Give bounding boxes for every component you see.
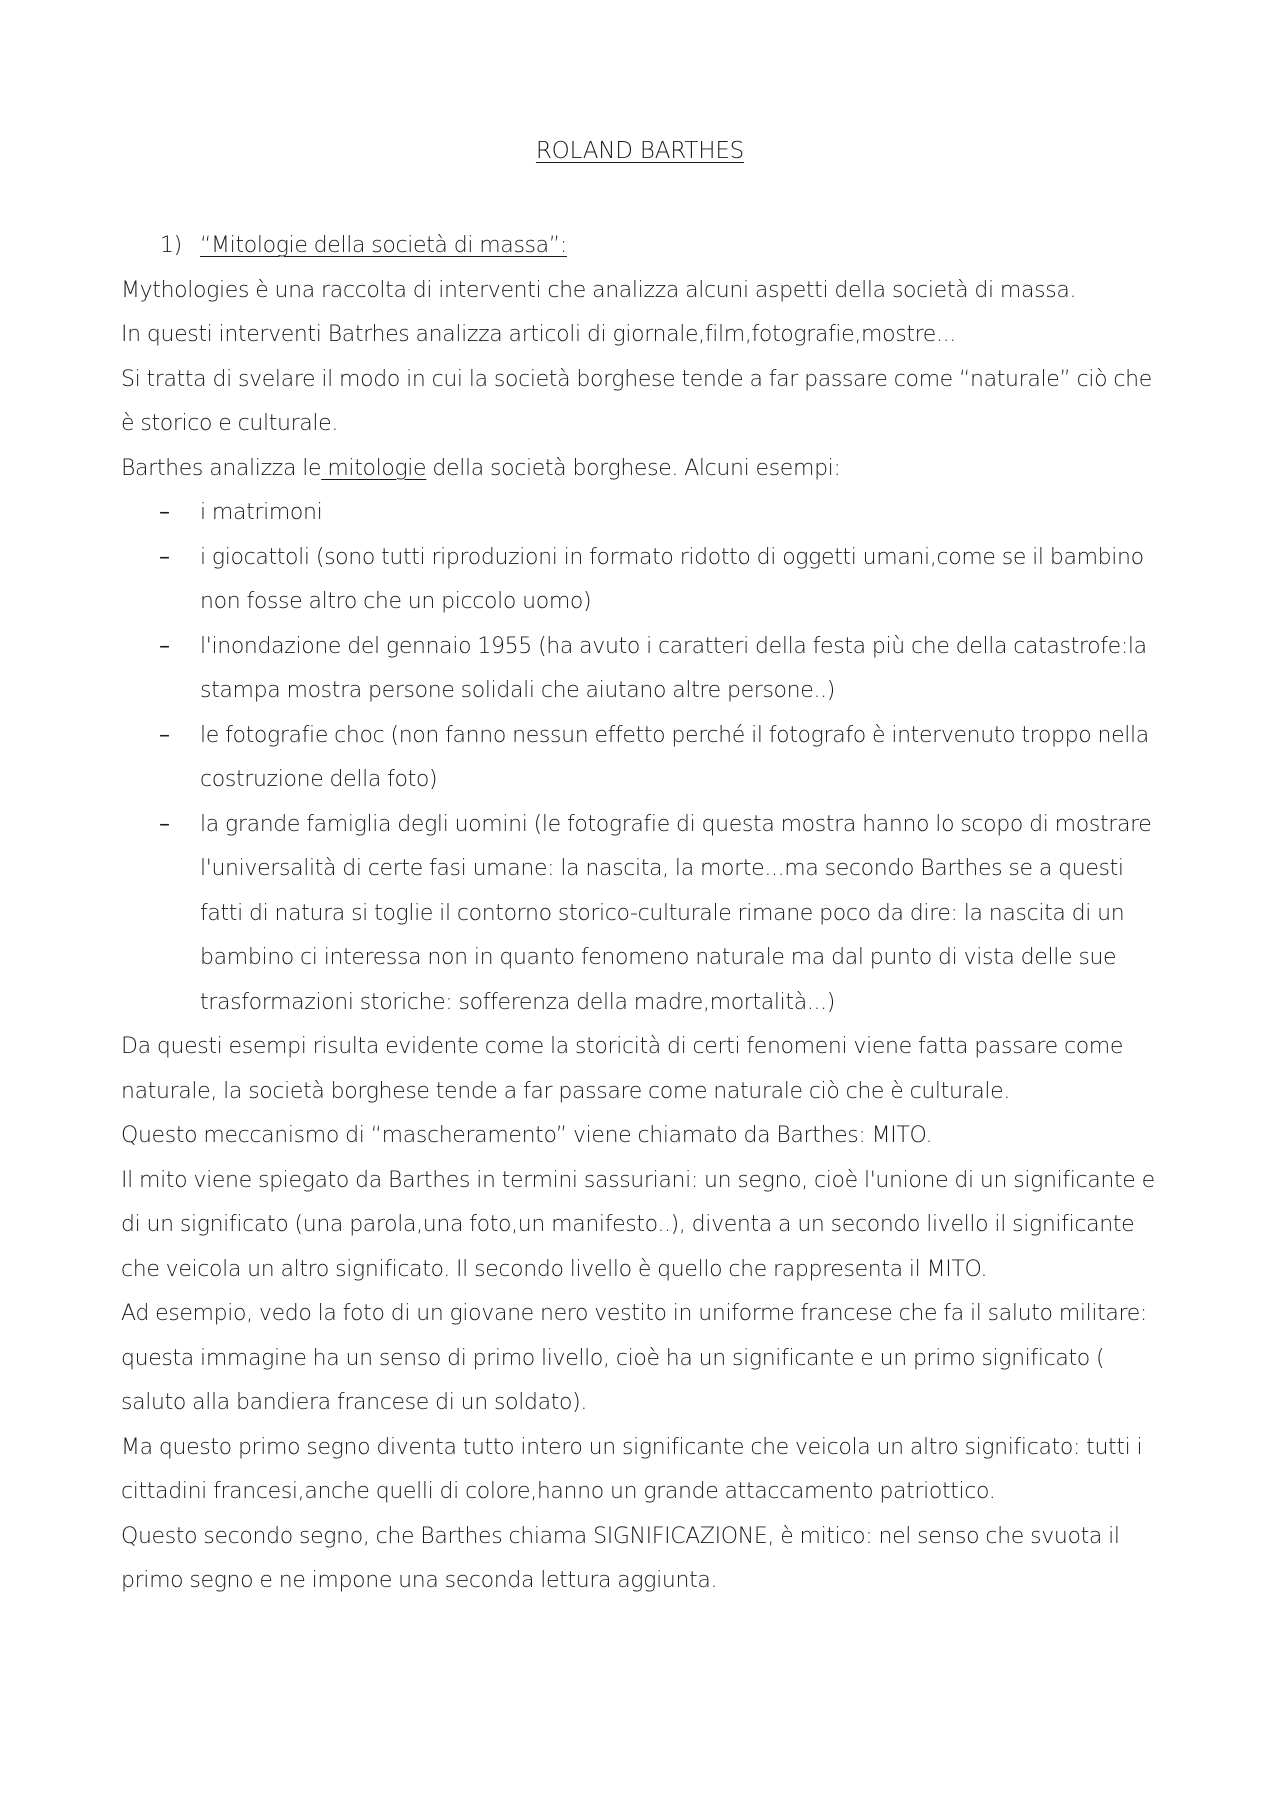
list-item — [121, 803, 1171, 1026]
page-title-text: ROLAND BARTHES — [535, 138, 745, 164]
bullet-dash: – — [159, 811, 170, 837]
bullet-dash: – — [159, 722, 170, 748]
bullet-dash: – — [159, 500, 170, 525]
paragraph-4-underlined: mitologie — [321, 455, 427, 481]
paragraph-10: Questo secondo segno, che Barthes chiama SIGNIFICAZIONE, è mitico: nel senso che svuota il primo segno e ne impone una seconda lettura aggiunta. — [121, 1523, 1120, 1593]
list-item-text: le fotografie choc (non fanno nessun effetto perché il fotografo è intervenuto troppo nella costruzione della foto) — [200, 722, 1149, 792]
paragraph-9: Ma questo primo segno diventa tutto intero un significante che veicola un altro significato: tutti i cittadini francesi,anche quelli di colore,hanno un grande attaccamento patriottico. — [121, 1434, 1143, 1504]
paragraph-4-after: della società borghese. Alcuni esempi: — [426, 455, 841, 481]
list-item-text: i matrimoni — [200, 500, 323, 525]
bullet-dash: – — [159, 633, 170, 659]
list-item-text: la grande famiglia degli uomini (le fotografie di questa mostra hanno lo scopo di mostrare l'universalità di certe fasi umane: la nascita, la morte...ma secondo Barthes se a questi fatti di natura si toglie il contorno storico-culturale rimane poco da dire: la nascita di un bambino ci interessa non in quanto fenomeno naturale ma dal punto di vista delle sue trasformazioni storiche: sofferenza della madre,mortalità...) — [200, 811, 1152, 1015]
paragraph-8: Ad esempio, vedo la foto di un giovane nero vestito in uniforme francese che fa il saluto militare: questa immagine ha un senso di primo livello, cioè ha un significante e un primo significato ( saluto alla bandiera francese di un soldato). — [121, 1301, 1147, 1415]
list-item — [121, 625, 1171, 714]
paragraph-3: Si tratta di svelare il modo in cui la società borghese tende a far passare come “naturale” ciò che è storico e culturale. — [121, 366, 1152, 436]
section-number: 1) — [160, 233, 182, 258]
list-item — [121, 491, 1171, 536]
list-item-text: l'inondazione del gennaio 1955 (ha avuto i caratteri della festa più che della catastrofe:la stampa mostra persone solidali che aiutano altre persone..) — [200, 633, 1147, 703]
paragraph-1: Mythologies è una raccolta di interventi che analizza alcuni aspetti della società di massa. — [121, 277, 1077, 303]
paragraph-7: Il mito viene spiegato da Barthes in termini sassuriani: un segno, cioè l'unione di un significante e di un significato (una parola,una foto,un manifesto..), diventa a un secondo livello il significante che veicola un altro significato. Il secondo livello è quello che rappresenta il MITO. — [121, 1167, 1155, 1282]
list-item — [121, 714, 1171, 803]
paragraph-4-before: Barthes analizza le — [121, 455, 322, 481]
paragraph-4 — [121, 447, 1171, 492]
document-body — [121, 224, 1171, 1604]
paragraph-5: Da questi esempi risulta evidente come la storicità di certi fenomeni viene fatta passare come naturale, la società borghese tende a far passare come naturale ciò che è culturale. — [121, 1034, 1124, 1104]
bullet-dash: – — [159, 544, 170, 570]
list-item — [121, 536, 1171, 625]
paragraph-6: Questo meccanismo di “mascheramento” viene chiamato da Barthes: MITO. — [121, 1123, 933, 1148]
list-item-text: i giocattoli (sono tutti riproduzioni in formato ridotto di oggetti umani,come se il bambino non fosse altro che un piccolo uomo) — [200, 544, 1144, 614]
examples-list — [121, 491, 1171, 1025]
section-heading — [121, 224, 1171, 269]
page-title — [0, 136, 1280, 166]
section-heading-text: “Mitologie della società di massa”: — [200, 233, 567, 258]
paragraph-2: In questi interventi Batrhes analizza articoli di giornale,film,fotografie,mostre... — [121, 322, 956, 347]
